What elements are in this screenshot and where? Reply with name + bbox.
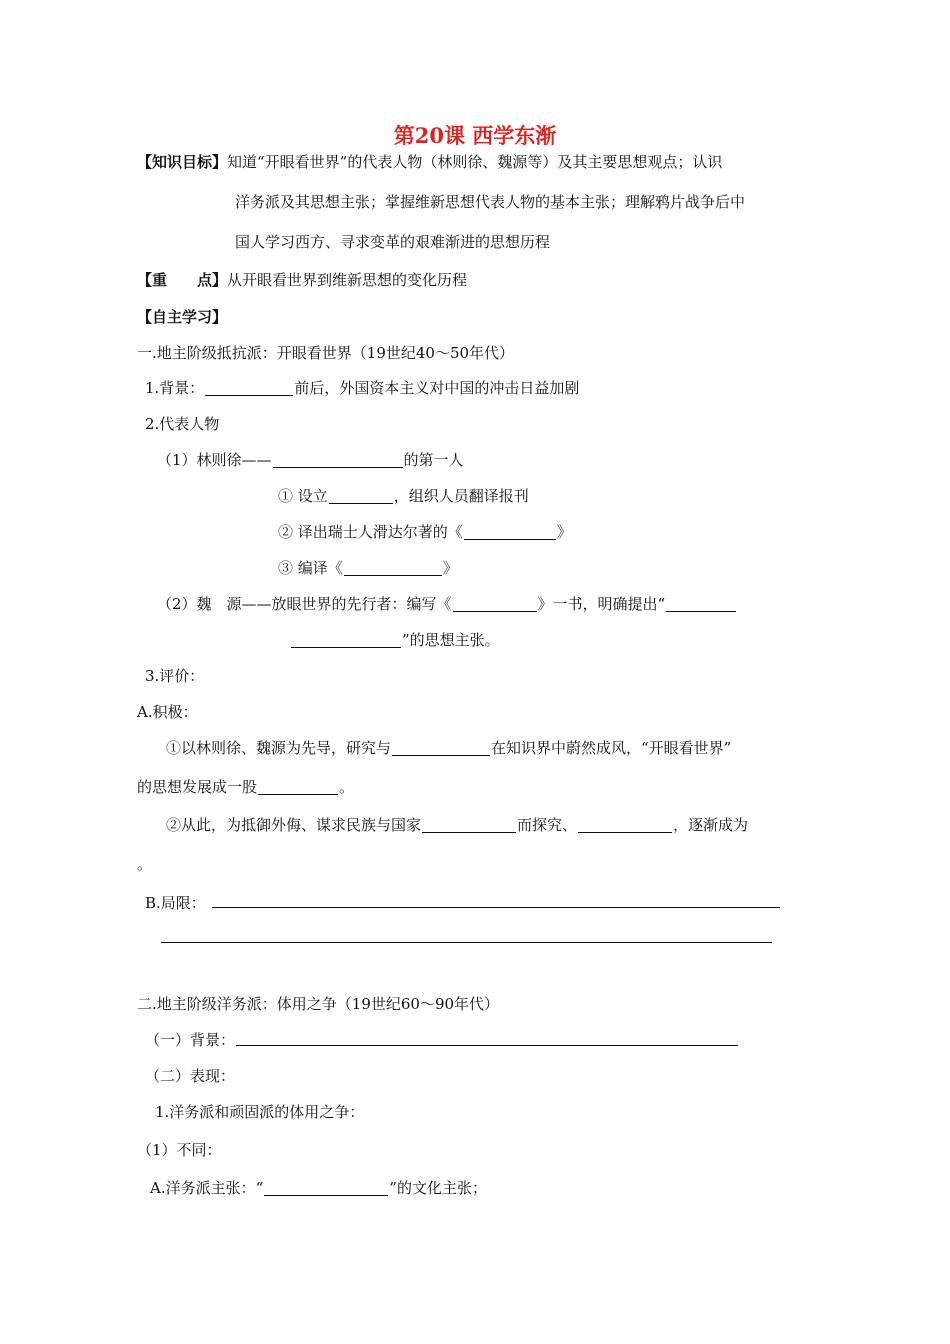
part2-background-label: （一）背景： <box>145 1031 236 1049</box>
positive-item-2-prefix: ②从此，为抵御外侮、谋求民族与国家 <box>166 816 422 834</box>
positive-item-1b-suffix: 。 <box>339 778 355 796</box>
goals-line-1 <box>137 151 722 173</box>
key-point-text: 从开眼看世界到维新思想的变化历程 <box>227 271 468 289</box>
lin-item-1-blank[interactable] <box>329 487 393 504</box>
positive-item-2 <box>166 814 748 836</box>
positive-item-2-blank-2[interactable] <box>578 816 672 833</box>
lin-item-2-suffix: 》 <box>556 523 572 541</box>
positive-item-1 <box>166 737 731 759</box>
westernizers-blank[interactable] <box>264 1179 388 1196</box>
lin-item-1-prefix: ① 设立 <box>278 487 328 505</box>
lin-item-3-suffix: 》 <box>442 559 458 577</box>
performance-heading: （二）表现： <box>145 1067 236 1085</box>
lin-item-2 <box>278 521 572 543</box>
positive-item-1-prefix: ①以林则徐、魏源为先导，研究与 <box>166 739 392 757</box>
positive-item-2-suffix: ，逐渐成为 <box>673 816 749 834</box>
limitation-label: B.局限： <box>145 894 206 912</box>
key-point-label: 【重 点】 <box>137 271 228 289</box>
lin-item-2-prefix: ② 译出瑞士人滑达尔著的《 <box>278 523 463 541</box>
positive-item-1b-blank[interactable] <box>258 778 338 795</box>
lin-item-1 <box>278 485 529 507</box>
positive-heading: A.积极： <box>137 703 198 721</box>
limitation-blank-2[interactable] <box>161 942 772 943</box>
lin-item-3 <box>278 557 458 579</box>
positive-item-1b-prefix: 的思想发展成一股 <box>137 778 258 796</box>
goals-line-2: 洋务派及其思想主张；掌握维新思想代表人物的基本主张；理解鸦片战争后中 <box>235 193 746 211</box>
westernizers-suffix: ”的文化主张； <box>389 1179 487 1197</box>
background-line <box>145 377 579 399</box>
positive-item-1-cont <box>137 776 354 798</box>
westernizers-line <box>150 1177 487 1199</box>
lin-item-1-suffix: ，组织人员翻译报刊 <box>393 487 529 505</box>
part1-heading: 一.地主阶级抵抗派：开眼看世界（19世纪40～50年代） <box>137 344 515 362</box>
wei-idea-blank-1[interactable] <box>666 595 736 612</box>
positive-item-2-blank-1[interactable] <box>422 816 516 833</box>
positive-item-2-cont: 。 <box>137 855 153 873</box>
goals-label: 【知识目标】 <box>137 153 228 171</box>
goals-text-1: 知道“开眼看世界”的代表人物（林则徐、魏源等）及其主要思想观点；认识 <box>227 153 723 171</box>
limitation-blank-1[interactable] <box>212 907 780 908</box>
difference-heading: （1）不同： <box>137 1141 222 1159</box>
wei-book-blank[interactable] <box>453 595 537 612</box>
key-point-line <box>137 269 467 291</box>
lin-line <box>157 449 464 471</box>
background-suffix: 前后，外国资本主义对中国的冲击日益加剧 <box>294 379 580 397</box>
westernizers-prefix: A.洋务派主张：“ <box>150 1179 264 1197</box>
positive-item-2-mid: 而探究、 <box>517 816 578 834</box>
background-prefix: 1.背景： <box>145 379 205 397</box>
figures-heading: 2.代表人物 <box>145 415 220 433</box>
positive-item-1-suffix: 在知识界中蔚然成风，“开眼看世界” <box>491 739 732 757</box>
wei-prefix: （2）魏 源——放眼世界的先行者：编写《 <box>157 595 452 613</box>
debate-heading: 1.洋务派和顽固派的体用之争： <box>155 1103 365 1121</box>
goals-line-3: 国人学习西方、寻求变革的艰难渐进的思想历程 <box>235 233 551 251</box>
background-blank[interactable] <box>205 379 293 396</box>
lin-prefix: （1）林则徐—— <box>157 451 272 469</box>
wei-line <box>157 593 737 615</box>
wei-line-2 <box>290 629 500 651</box>
lin-item-3-prefix: ③ 编译《 <box>278 559 343 577</box>
lin-item-2-blank[interactable] <box>464 523 556 540</box>
wei-end: ”的思想主张。 <box>402 631 500 649</box>
lin-blank[interactable] <box>273 451 403 468</box>
lin-item-3-blank[interactable] <box>344 559 442 576</box>
positive-item-1-blank[interactable] <box>392 739 490 756</box>
wei-mid: 》一书，明确提出“ <box>537 595 666 613</box>
lesson-title: 第20课 西学东渐 <box>393 123 557 148</box>
part2-heading: 二.地主阶级洋务派：体用之争（19世纪60～90年代） <box>137 995 500 1013</box>
eval-heading: 3.评价： <box>145 667 205 685</box>
part2-background-blank[interactable] <box>236 1045 738 1046</box>
wei-idea-blank-2[interactable] <box>291 631 401 648</box>
self-study-heading: 【自主学习】 <box>137 308 228 326</box>
lin-suffix: 的第一人 <box>403 451 464 469</box>
